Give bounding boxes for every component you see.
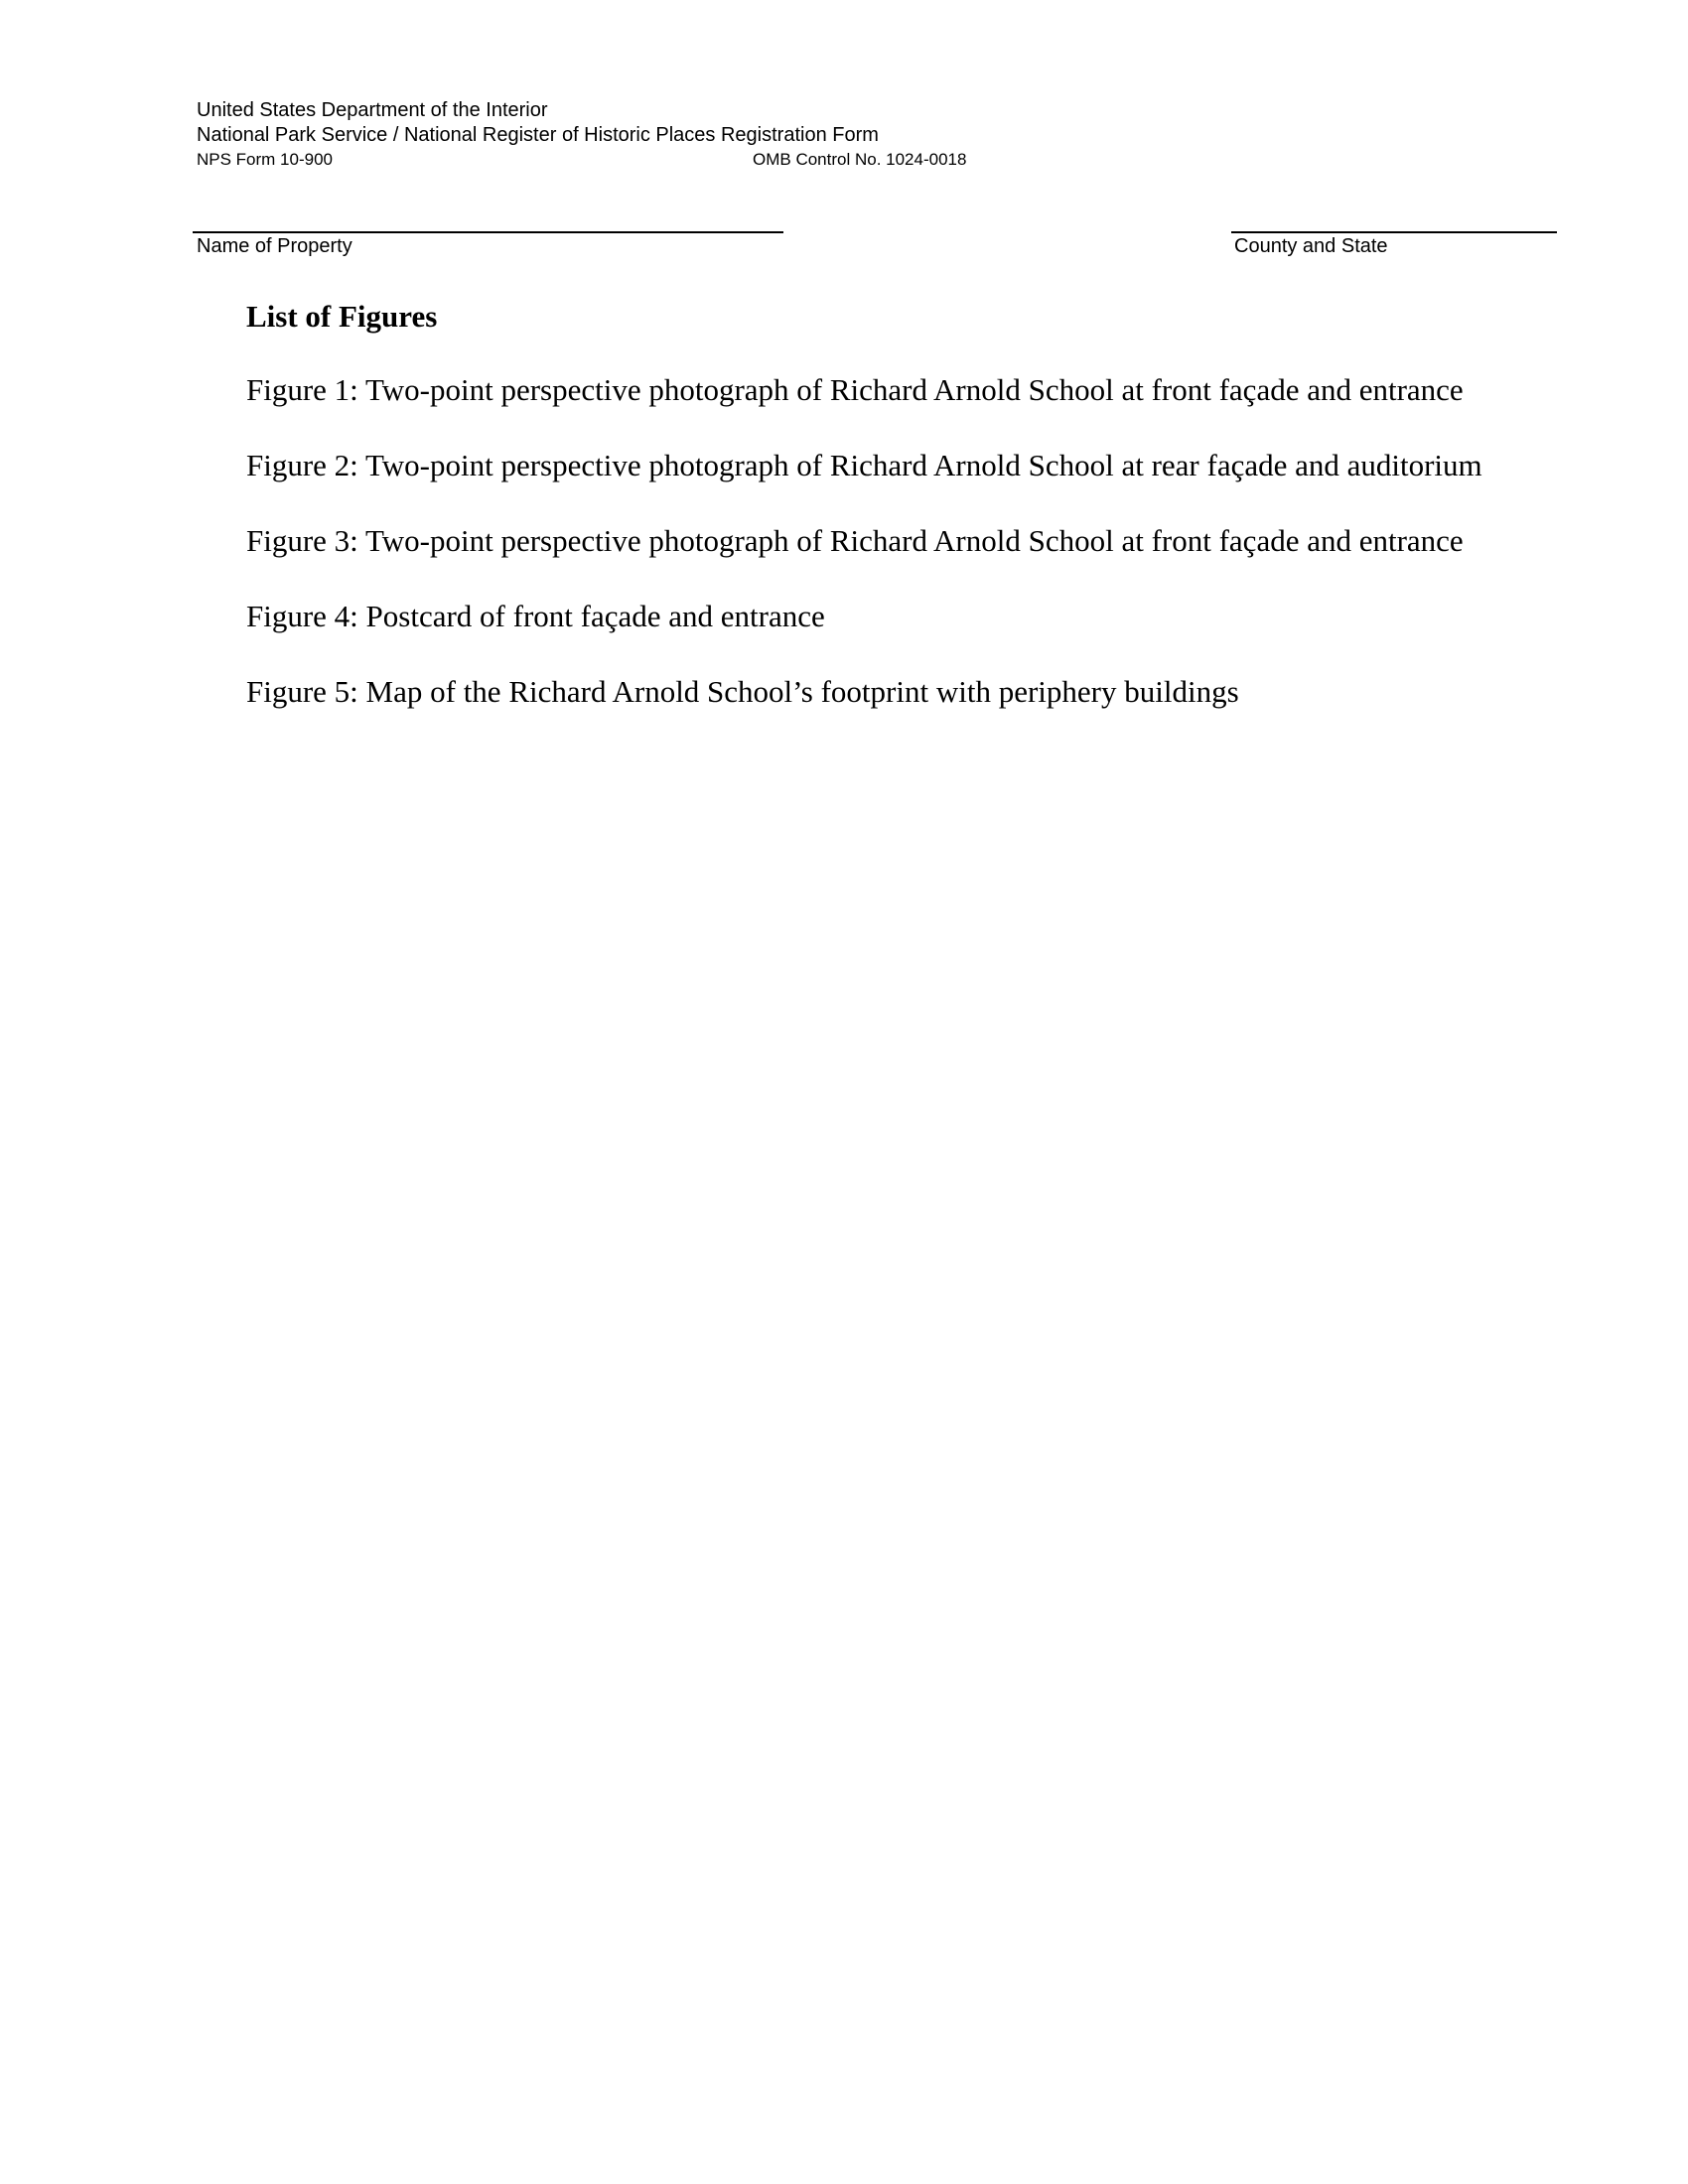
county-and-state-line bbox=[1231, 231, 1557, 233]
county-and-state-label: County and State bbox=[1234, 235, 1388, 257]
figure-item-1: Figure 1: Two-point perspective photograph of Richard Arnold School at front façade and entrance bbox=[246, 372, 1464, 407]
figure-item-5: Figure 5: Map of the Richard Arnold School’s footprint with periphery buildings bbox=[246, 674, 1239, 709]
name-of-property-label: Name of Property bbox=[197, 235, 352, 257]
figure-item-2: Figure 2: Two-point perspective photograph of Richard Arnold School at rear façade and auditorium bbox=[246, 448, 1482, 482]
figure-list bbox=[246, 371, 1497, 749]
section-title: List of Figures bbox=[246, 299, 438, 334]
figure-item-3: Figure 3: Two-point perspective photograph of Richard Arnold School at front façade and entrance bbox=[246, 523, 1464, 558]
header-omb-control: OMB Control No. 1024-0018 bbox=[753, 150, 967, 169]
name-of-property-line bbox=[193, 231, 783, 233]
header-agency-form: National Park Service / National Register of Historic Places Registration Form bbox=[197, 124, 879, 146]
header-department: United States Department of the Interior bbox=[197, 99, 548, 121]
header-form-number: NPS Form 10-900 bbox=[197, 150, 333, 169]
figure-item-4: Figure 4: Postcard of front façade and entrance bbox=[246, 599, 825, 633]
